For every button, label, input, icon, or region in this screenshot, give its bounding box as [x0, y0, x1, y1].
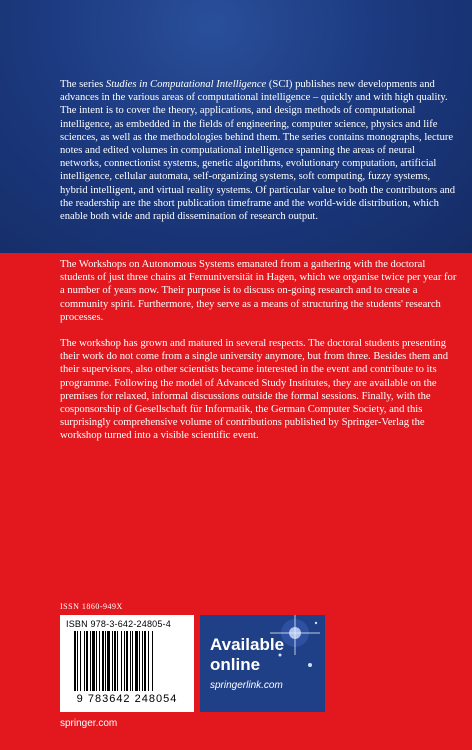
online-text: online: [210, 655, 261, 674]
issn-label: ISSN 1860-949X: [60, 602, 123, 611]
springerlink-url[interactable]: springerlink.com: [210, 680, 283, 691]
series-description: [60, 78, 458, 223]
available-online-badge[interactable]: [200, 615, 325, 712]
series-text-after: (SCI) publishes new developments and advances in the various areas of computational intelligence – quickly and with high quality. The intent is to cover the theory, applications, and design methods of computational intelligence, as embedded in the fields of engineering, computer science, physics and life sciences, as well as the methodologies behind them. The series contains monographs, lecture notes and edited volumes in computational intelligence spanning the areas of neural networks, connectionist systems, genetic algorithms, evolutionary computation, artificial intelligence, cellular automata, self-organizing systems, soft computing, fuzzy systems, hybrid intelligent, and virtual reality systems. Of particular value to both the contributors and the readership are the short publication timeframe and the world-wide distribution, which enable both wide and rapid dissemination of research output.: [60, 79, 456, 223]
springer-website[interactable]: springer.com: [60, 718, 118, 729]
series-name: Studies in Computational Intelligence: [105, 79, 267, 90]
series-text-before: The series: [60, 79, 106, 90]
barcode-digits: 9 783642 248054: [76, 693, 178, 705]
workshop-origin-paragraph: The Workshops on Autonomous Systems emanated from a gathering with the doctoral students of just three chairs at Fernuniversität in Hagen, which we organise twice per year for a number of years now. Their purpose is to discuss on-going research and to create a community spirit. Furthermore, they serve as a means of structuring the students' research processes.: [60, 259, 457, 323]
isbn-label: ISBN 978-3-642-24805-4: [66, 619, 171, 629]
barcode-bars: [74, 631, 182, 691]
workshop-growth-paragraph: The workshop has grown and matured in several respects. The doctoral students presenting their work do not come from a single university anymore, but from three. Besides them and their supervisors, also other scientists became interested in the event and contribute to its programme. Following the model of Advanced Study Institutes, they are available on the premises for relaxed, informal discussions outside the formal sessions. Finally, with the cosponsorship of Gesellschaft für Informatik, the German Computer Society, and this surprisingly comprehensive volume of contributions published by Springer-Verlag the workshop turned into a visible scientific event.: [60, 338, 449, 442]
barcode-panel: [60, 615, 194, 712]
available-text: Available: [210, 635, 285, 654]
